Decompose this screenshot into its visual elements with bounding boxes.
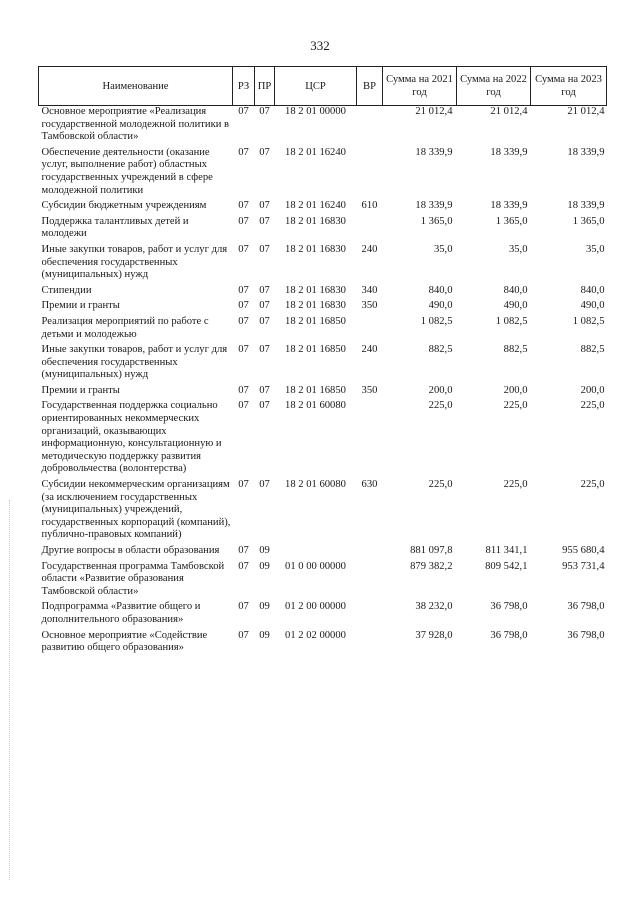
row-rz: 07 [238,601,249,613]
row-vr [357,561,383,602]
table-row [39,147,607,200]
row-pr: 07 [259,479,270,491]
table-row [39,244,607,285]
row-pr: 09 [259,545,270,556]
budget-table [38,66,607,658]
row-sum-2021: 200,0 [428,384,453,396]
row-sum-2023: 36 798,0 [567,601,605,613]
table-row [39,601,607,629]
row-sum-2022: 21 012,4 [490,106,528,117]
table-row [39,106,607,147]
row-vr: 350 [361,384,378,396]
row-csr: 18 2 01 16240 [285,200,346,212]
header-sum-2023: Сумма на 2023 год [531,67,607,106]
row-pr: 07 [259,344,270,356]
row-csr: 18 2 01 16830 [285,284,346,296]
row-pr: 09 [259,629,270,641]
row-pr: 07 [259,146,270,158]
row-rz: 07 [238,300,249,312]
row-pr: 07 [259,384,270,396]
table-row [39,200,607,216]
row-sum-2022: 225,0 [503,400,528,412]
row-sum-2021: 225,0 [428,479,453,491]
row-name: Другие вопросы в области образования [41,545,220,556]
row-sum-2021: 37 928,0 [415,629,453,641]
row-sum-2022: 882,5 [503,344,528,356]
header-sum-2022: Сумма на 2022 год [457,67,531,106]
row-pr: 07 [259,284,270,296]
row-name: Премии и гранты [41,300,120,312]
row-sum-2023: 18 339,9 [567,146,605,158]
row-sum-2023: 490,0 [580,300,605,312]
row-csr: 01 2 00 00000 [285,601,346,613]
table-row [39,630,607,658]
row-pr: 07 [259,315,270,327]
row-vr [357,106,383,147]
row-vr [357,601,383,629]
row-sum-2021: 1 082,5 [420,315,453,327]
row-vr [357,216,383,244]
row-pr: 07 [259,400,270,412]
row-vr [357,630,383,658]
row-pr: 07 [259,106,270,117]
row-vr: 610 [361,200,378,212]
row-sum-2021: 882,5 [428,344,453,356]
table-row [39,479,607,545]
row-name: Субсидии некоммерческим организациям (за исключением государственных (муниципальных) учреждений, государственных корпораций (компаний), публично-правовых компаний) [41,479,231,541]
row-vr: 350 [361,300,378,312]
row-sum-2021: 225,0 [428,400,453,412]
row-name: Иные закупки товаров, работ и услуг для обеспечения государственных (муниципальных) нужд [41,243,228,281]
row-csr: 18 2 01 16830 [285,300,346,312]
row-sum-2023: 955 680,4 [562,545,605,556]
row-sum-2022: 36 798,0 [490,629,528,641]
table-row [39,316,607,344]
row-sum-2021: 18 339,9 [415,146,453,158]
row-csr: 18 2 01 16240 [285,146,346,158]
row-sum-2023: 1 365,0 [572,215,605,227]
table-row [39,561,607,602]
row-rz: 07 [238,479,249,491]
row-csr: 01 0 00 00000 [285,560,346,572]
row-sum-2023: 200,0 [580,384,605,396]
row-name: Стипендии [41,284,92,296]
row-sum-2023: 18 339,9 [567,200,605,212]
row-csr: 18 2 01 16850 [285,315,346,327]
row-vr: 240 [361,344,378,356]
header-sum-2021: Сумма на 2021 год [383,67,457,106]
row-vr [357,316,383,344]
row-sum-2022: 36 798,0 [490,601,528,613]
row-rz: 07 [238,344,249,356]
row-rz: 07 [238,106,249,117]
row-pr: 07 [259,300,270,312]
row-sum-2023: 882,5 [580,344,605,356]
row-sum-2021: 18 339,9 [415,200,453,212]
row-name: Премии и гранты [41,384,120,396]
row-pr: 07 [259,200,270,212]
row-sum-2022: 811 341,1 [485,545,528,556]
row-sum-2022: 18 339,9 [490,146,528,158]
row-pr: 07 [259,243,270,255]
row-rz: 07 [238,315,249,327]
row-rz: 07 [238,146,249,158]
row-vr: 240 [361,243,378,255]
row-sum-2022: 225,0 [503,479,528,491]
row-name: Основное мероприятие «Реализация государственной молодежной политики в Тамбовской области» [41,106,230,143]
row-rz: 07 [238,400,249,412]
row-name: Иные закупки товаров, работ и услуг для обеспечения государственных (муниципальных) нужд [41,344,228,381]
row-sum-2021: 21 012,4 [415,106,453,117]
row-rz: 07 [238,545,249,556]
row-rz: 07 [238,560,249,572]
header-csr: ЦСР [275,67,357,106]
row-pr: 09 [259,560,270,572]
row-sum-2023: 225,0 [580,400,605,412]
row-name: Реализация мероприятий по работе с детьми и молодежью [41,315,209,340]
row-sum-2022: 200,0 [503,384,528,396]
row-pr: 07 [259,215,270,227]
row-name: Государственная программа Тамбовской области «Развитие образования Тамбовской области» [41,560,225,597]
row-vr [357,147,383,200]
row-csr: 18 2 01 60080 [285,400,346,412]
row-sum-2022: 1 365,0 [495,215,528,227]
row-sum-2022: 18 339,9 [490,200,528,212]
row-sum-2021: 38 232,0 [415,601,453,613]
row-csr [275,545,357,561]
row-sum-2022: 490,0 [503,300,528,312]
header-name: Наименование [39,67,233,106]
row-rz: 07 [238,284,249,296]
table-body [39,106,607,658]
table-row [39,400,607,479]
row-sum-2023: 21 012,4 [567,106,605,117]
row-name: Поддержка талантливых детей и молодежи [41,215,189,240]
row-csr: 18 2 01 16830 [285,215,346,227]
table-header-row [39,67,607,106]
row-sum-2023: 225,0 [580,479,605,491]
table-row [39,216,607,244]
table-row [39,285,607,301]
row-sum-2022: 809 542,1 [485,560,528,572]
row-csr: 18 2 01 00000 [285,106,346,117]
row-csr: 18 2 01 16830 [285,243,346,255]
row-name: Государственная поддержка социально ориентированных некоммерческих организаций, оказывающих информационную, консультационную и методическую поддержку развития добровольчества (волонтерства) [41,400,222,475]
header-rz: РЗ [233,67,255,106]
row-csr: 18 2 01 16850 [285,344,346,356]
row-sum-2022: 840,0 [503,284,528,296]
row-name: Субсидии бюджетным учреждениям [41,200,207,212]
row-rz: 07 [238,384,249,396]
row-sum-2021: 1 365,0 [420,215,453,227]
row-sum-2023: 36 798,0 [567,629,605,641]
row-sum-2021: 490,0 [428,300,453,312]
header-vr: ВР [357,67,383,106]
row-sum-2021: 881 097,8 [410,545,453,556]
row-sum-2023: 840,0 [580,284,605,296]
row-rz: 07 [238,629,249,641]
row-rz: 07 [238,200,249,212]
row-vr: 630 [361,479,378,491]
scan-margin-marks [9,500,11,880]
row-sum-2023: 1 082,5 [572,315,605,327]
row-name: Основное мероприятие «Содействие развитию общего образования» [41,629,208,654]
row-name: Обеспечение деятельности (оказание услуг, выполнение работ) областных государственных учреждений в сфере молодежной политики [41,146,213,196]
row-csr: 18 2 01 60080 [285,479,346,491]
table-row [39,300,607,316]
row-rz: 07 [238,243,249,255]
row-sum-2022: 1 082,5 [495,315,528,327]
table-row [39,545,607,561]
table-row [39,385,607,401]
row-sum-2021: 35,0 [433,243,453,255]
row-name: Подпрограмма «Развитие общего и дополнительного образования» [41,601,201,625]
table-row [39,344,607,385]
row-vr [357,400,383,479]
row-sum-2021: 840,0 [428,284,453,296]
row-vr [357,545,383,561]
row-pr: 09 [259,601,270,613]
row-sum-2021: 879 382,2 [410,560,453,572]
row-vr: 340 [361,284,378,296]
page-number: 332 [310,38,330,53]
row-sum-2023: 35,0 [585,243,605,255]
header-pr: ПР [255,67,275,106]
row-csr: 18 2 01 16850 [285,384,346,396]
row-sum-2023: 953 731,4 [562,560,605,572]
row-csr: 01 2 02 00000 [285,629,346,641]
row-sum-2022: 35,0 [508,243,528,255]
row-rz: 07 [238,215,249,227]
